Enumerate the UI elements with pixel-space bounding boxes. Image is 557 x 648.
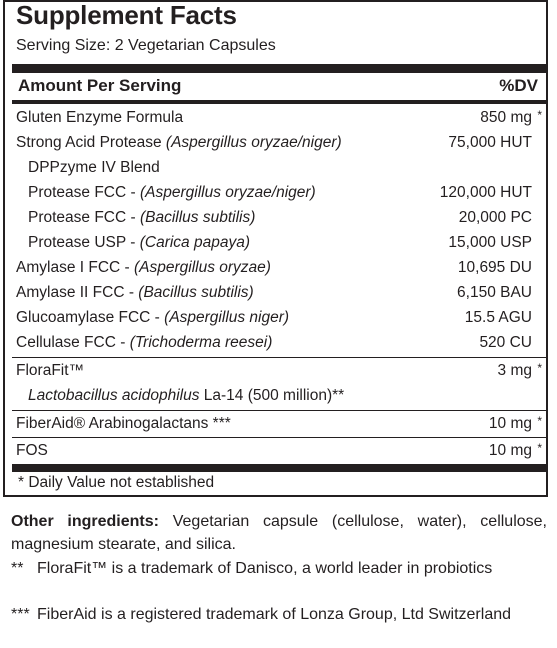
amount: 75,000 HUT (448, 134, 532, 151)
amount-per-serving-heading: Amount Per Serving (18, 76, 182, 95)
amount: 20,000 PC (458, 209, 532, 226)
dv-marker: * (537, 441, 542, 455)
nutrient-row-protease-fcc-bacillus: Protease FCC - (Bacillus subtilis) 20,000 PC (5, 206, 546, 230)
note-text: FloraFit™ is a trademark of Danisco, a world leader in probiotics (37, 560, 493, 577)
other-ingredients-label: Other ingredients: (11, 513, 159, 530)
amount: 10 mg (488, 415, 532, 432)
note-text: FiberAid is a registered trademark of Lonza Group, Ltd Switzerland (37, 606, 512, 623)
panel-title: Supplement Facts (16, 0, 237, 30)
amount: 15.5 AGU (464, 309, 532, 326)
nutrient-row-glucoamylase: Glucoamylase FCC - (Aspergillus niger) 15.5 AGU (5, 306, 546, 330)
nutrient-row-cellulase: Cellulase FCC - (Trichoderma reesei) 520 CU (5, 331, 546, 355)
trademark-note-florafit (11, 558, 541, 579)
row-divider (12, 410, 546, 411)
nutrient-row-florafit: FloraFit™ 3 mg * (5, 359, 546, 383)
nutrient-row-fos: FOS 10 mg * (5, 439, 546, 463)
thick-divider (12, 464, 546, 472)
other-ingredients-text: Vegetarian capsule (cellulose, water), cellulose, magnesium stearate, and silica. (11, 513, 547, 553)
nutrient-row-amylase-ii: Amylase II FCC - (Bacillus subtilis) 6,150 BAU (5, 281, 546, 305)
amount: 10,695 DU (457, 259, 532, 276)
dv-marker: * (537, 108, 542, 122)
amount: 520 CU (479, 334, 532, 351)
daily-value-heading: %DV (499, 76, 538, 95)
dv-marker: * (537, 414, 542, 428)
nutrient-row-lactobacillus: Lactobacillus acidophilus La-14 (500 million)** (28, 387, 345, 404)
other-ingredients (11, 510, 547, 556)
nutrient-row-amylase-i: Amylase I FCC - (Aspergillus oryzae) 10,695 DU (5, 256, 546, 280)
nutrient-row-protease-usp: Protease USP - (Carica papaya) 15,000 USP (5, 231, 546, 255)
amount: 120,000 HUT (439, 184, 532, 201)
amount: 10 mg (488, 442, 532, 459)
nutrient-row-protease-fcc-aspergillus: Protease FCC - (Aspergillus oryzae/niger) 120,000 HUT (5, 181, 546, 205)
nutrient-row-gluten-enzyme-formula: Gluten Enzyme Formula 850 mg * (5, 106, 546, 130)
trademark-note-fiberaid (11, 604, 541, 625)
amount: 6,150 BAU (457, 284, 532, 301)
daily-value-footnote: * Daily Value not established (18, 474, 215, 491)
amount: 15,000 USP (448, 234, 532, 251)
thick-divider (12, 64, 546, 73)
nutrient-row-dppzyme-iv-blend: DPPzyme IV Blend (28, 159, 160, 176)
amount: 3 mg (497, 362, 532, 379)
note-marker: *** (11, 606, 30, 623)
serving-size: Serving Size: 2 Vegetarian Capsules (16, 37, 276, 54)
row-divider (12, 437, 546, 438)
medium-divider (12, 100, 546, 104)
row-divider (12, 357, 546, 358)
dv-marker: * (537, 361, 542, 375)
amount: 850 mg (480, 109, 532, 126)
supplement-facts-panel (3, 0, 548, 497)
nutrient-row-fiberaid: FiberAid® Arabinogalactans *** 10 mg * (5, 412, 546, 436)
nutrient-row-strong-acid-protease: Strong Acid Protease (Aspergillus oryzae/niger) 75,000 HUT (5, 131, 546, 155)
note-marker: ** (11, 560, 24, 577)
